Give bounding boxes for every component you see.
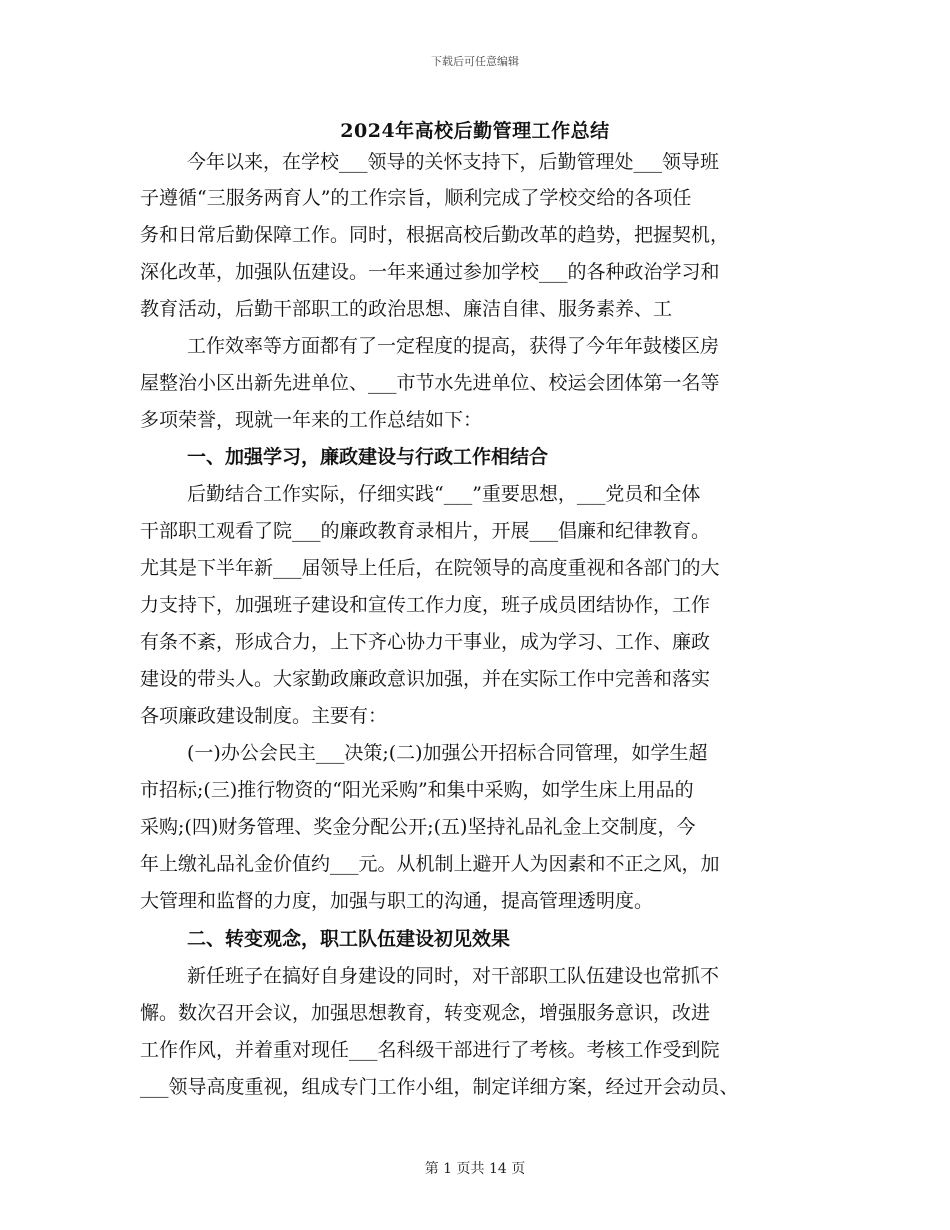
body-line: 力支持下，加强班子建设和宣传工作力度，班子成员团结协作，工作 <box>140 594 711 616</box>
section-heading-2: 二、转变观念，职工队伍建设初见效果 <box>187 928 511 950</box>
body-line: 深化改革，加强队伍建设。一年来通过参加学校___的各种政治学习和 <box>140 261 720 283</box>
body-line: 子遵循“三服务两育人”的工作宗旨，顺利完成了学校交给的各项任 <box>140 187 692 209</box>
body-line: 屋整治小区出新先进单位、___市节水先进单位、校运会团体第一名等 <box>140 372 720 394</box>
body-line: 大管理和监督的力度，加强与职工的沟通，提高管理透明度。 <box>140 890 654 912</box>
body-line: 多项荣誉，现就一年来的工作总结如下： <box>140 409 483 431</box>
body-line: 新任班子在搞好自身建设的同时，对干部职工队伍建设也常抓不 <box>187 965 720 987</box>
body-line: 采购;(四)财务管理、奖金分配公开;(五)坚持礼品礼金上交制度，今 <box>140 816 696 838</box>
body-line: 工作作风，并着重对现任___名科级干部进行了考核。考核工作受到院 <box>140 1039 720 1061</box>
body-line: 务和日常后勤保障工作。同时，根据高校后勤改革的趋势，把握契机， <box>140 224 730 246</box>
body-line: 有条不紊，形成合力，上下齐心协力干事业，成为学习、工作、廉政 <box>140 631 711 653</box>
body-line: 尤其是下半年新___届领导上任后，在院领导的高度重视和各部门的大 <box>140 557 720 579</box>
body-line: 工作效率等方面都有了一定程度的提高，获得了今年年鼓楼区房 <box>187 335 720 357</box>
body-line: 教育活动，后勤干部职工的政治思想、廉洁自律、服务素养、工 <box>140 298 673 320</box>
body-line: 建设的带头人。大家勤政廉政意识加强，并在实际工作中完善和落实 <box>140 668 711 690</box>
section-heading-1: 一、加强学习，廉政建设与行政工作相结合 <box>187 446 549 468</box>
body-line: 干部职工观看了院___的廉政教育录相片，开展___倡廉和纪律教育。 <box>140 520 711 542</box>
body-line: 年上缴礼品礼金价值约___元。从机制上避开人为因素和不正之风，加 <box>140 853 720 875</box>
page-number-footer: 第 1 页共 14 页 <box>424 1161 526 1177</box>
body-line: 今年以来，在学校___领导的关怀支持下，后勤管理处___领导班 <box>187 151 720 173</box>
body-line: (一)办公会民主___决策;(二)加强公开招标合同管理，如学生超 <box>187 742 708 764</box>
body-line: 各项廉政建设制度。主要有： <box>140 705 388 727</box>
page-header-note: 下载后可任意编辑 <box>431 55 519 68</box>
body-line: 后勤结合工作实际，仔细实践“___”重要思想，___党员和全体 <box>187 483 701 505</box>
body-line: 懈。数次召开会议，加强思想教育，转变观念，增强服务意识，改进 <box>140 1002 711 1024</box>
body-line: ___领导高度重视，组成专门工作小组，制定详细方案，经过开会动员、 <box>140 1076 739 1098</box>
document-title: 2024年高校后勤管理工作总结 <box>340 120 610 142</box>
body-line: 市招标;(三)推行物资的“阳光采购”和集中采购，如学生床上用品的 <box>140 779 694 801</box>
